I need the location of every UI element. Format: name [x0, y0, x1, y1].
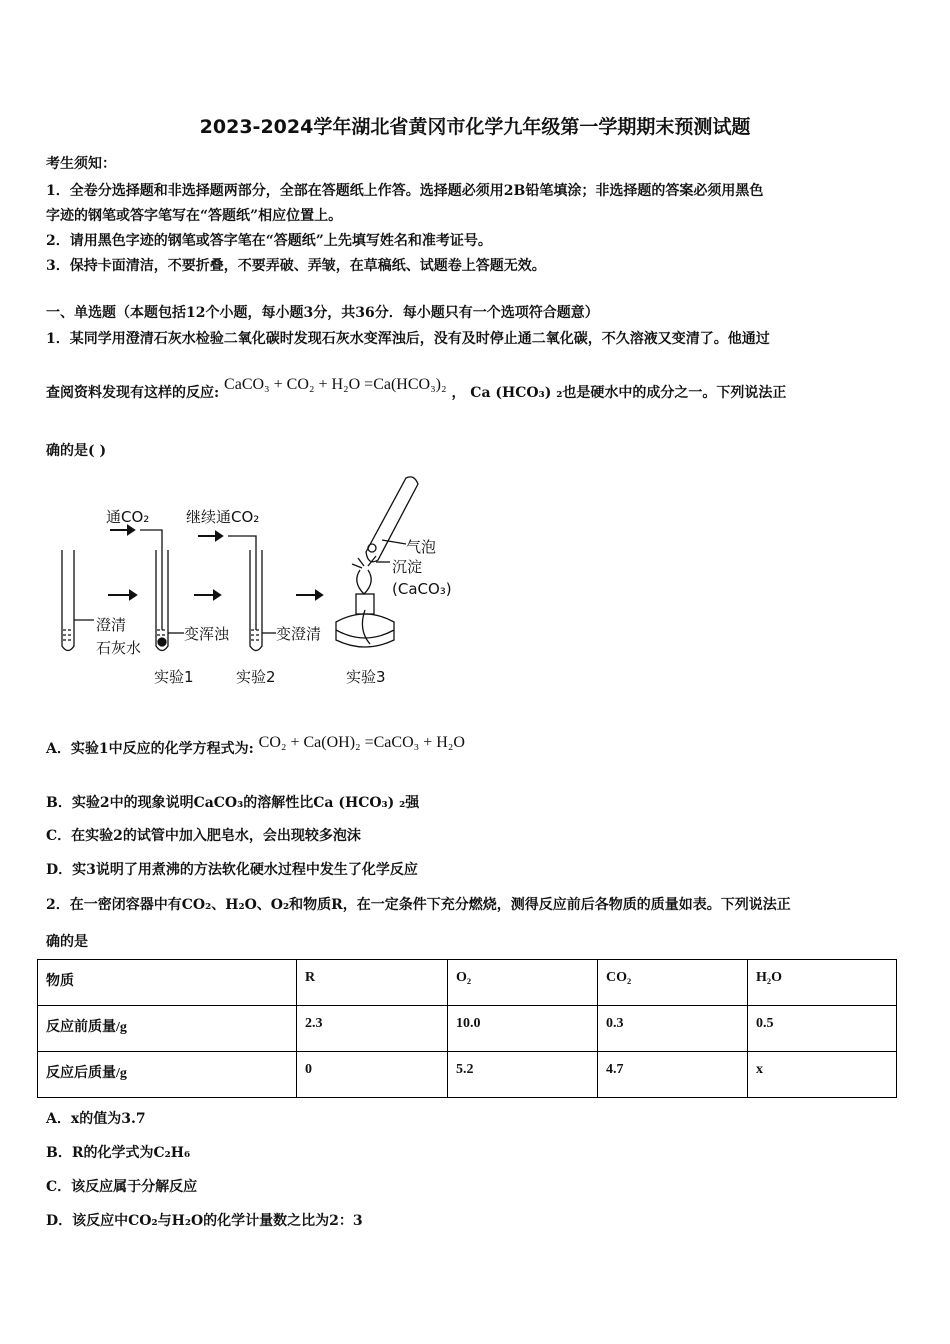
table-header-cell: O₂	[448, 960, 598, 1006]
q2-line-1: 2．在一密闭容器中有CO₂、H₂O、O₂和物质R，在一定条件下充分燃烧，测得反应前后各物质的质量如表。下列说法正	[46, 897, 791, 913]
table-cell: x	[748, 1052, 897, 1098]
table-cell: 5.2	[448, 1052, 598, 1098]
arrow-icon	[110, 526, 134, 534]
arrow-icon	[194, 591, 220, 599]
label-clearer: 变澄清	[276, 625, 322, 643]
label-continue-co2: 继续通CO₂	[186, 508, 260, 526]
q2-option-b: B．R的化学式为C₂H₆	[46, 1145, 191, 1161]
notice-heading: 考生须知：	[46, 156, 116, 172]
q1-line-2a: 查阅资料发现有这样的反应:	[46, 385, 220, 401]
q2-option-c: C．该反应属于分解反应	[46, 1179, 198, 1195]
q1-line-2b: ， Ca (HCO₃) ₂也是硬水中的成分之一。下列说法正	[451, 385, 787, 401]
label-exp-1: 实验1	[154, 668, 194, 686]
mass-table	[37, 959, 897, 1098]
arrow-icon	[108, 591, 136, 599]
label-precipitate: 沉淀	[392, 558, 423, 576]
table-cell: 反应后质量/g	[38, 1052, 297, 1098]
table-cell: 反应前质量/g	[38, 1006, 297, 1052]
notice-line-3: 3．保持卡面清洁，不要折叠，不要弄破、弄皱，在草稿纸、试题卷上答题无效。	[46, 258, 546, 274]
table-header-cell: 物质	[38, 960, 297, 1006]
q1-line-2	[46, 376, 787, 402]
q2-option-d: D．该反应中CO₂与H₂O的化学计量数之比为2：3	[46, 1213, 363, 1229]
table-cell: 0	[297, 1052, 448, 1098]
q2-option-a: A．x的值为3.7	[46, 1111, 146, 1127]
label-exp-2: 实验2	[236, 668, 276, 686]
table-cell: 0.3	[598, 1006, 748, 1052]
table-row	[38, 1006, 897, 1052]
arrow-icon	[296, 591, 322, 599]
label-clear-2: 石灰水	[96, 639, 142, 657]
page-title: 2023-2024学年湖北省黄冈市化学九年级第一学期期末预测试题	[199, 116, 751, 138]
q1-option-d: D．实3说明了用煮沸的方法软化硬水过程中发生了化学反应	[46, 862, 418, 878]
q2-line-2: 确的是	[46, 934, 88, 950]
label-exp-3: 实验3	[346, 668, 386, 686]
table-cell: 2.3	[297, 1006, 448, 1052]
label-turbid: 变浑浊	[184, 625, 230, 643]
test-tube-icon	[140, 530, 184, 651]
q1-formula: CaCO₃ + CO₂ + H₂O =Ca(HCO₃)₂	[224, 376, 447, 393]
label-caco3: (CaCO₃)	[392, 580, 452, 598]
table-cell: 10.0	[448, 1006, 598, 1052]
table-header-row	[38, 960, 897, 1006]
test-tube-icon	[62, 550, 94, 651]
table-header-cell: CO₂	[598, 960, 748, 1006]
table-cell: 0.5	[748, 1006, 897, 1052]
q1-option-b: B．实验2中的现象说明CaCO₃的溶解性比Ca (HCO₃) ₂强	[46, 795, 420, 811]
notice-line-1b: 字迹的钢笔或答字笔写在“答题纸”相应位置上。	[46, 208, 343, 224]
table-header-cell: H₂O	[748, 960, 897, 1006]
table-cell: 4.7	[598, 1052, 748, 1098]
label-clear-1: 澄清	[96, 616, 127, 634]
q1-option-a-formula: CO₂ + Ca(OH)₂ =CaCO₃ + H₂O	[258, 734, 465, 751]
table-row	[38, 1052, 897, 1098]
notice-line-1a: 1．全卷分选择题和非选择题两部分，全部在答题纸上作答。选择题必须用2B铅笔填涂；非选择题的答案必须用黑色	[46, 183, 764, 199]
label-bubble: 气泡	[406, 538, 437, 556]
q1-option-c: C．在实验2的试管中加入肥皂水，会出现较多泡沫	[46, 828, 361, 844]
arrow-icon	[198, 532, 222, 540]
label-pass-co2: 通CO₂	[106, 508, 150, 526]
q1-line-1: 1．某同学用澄清石灰水检验二氧化碳时发现石灰水变浑浊后，没有及时停止通二氧化碳，不久溶液又变清了。他通过	[46, 331, 770, 347]
experiment-figure	[46, 470, 466, 690]
test-tube-icon	[228, 536, 276, 651]
notice-line-2: 2．请用黑色字迹的钢笔或答字笔在“答题纸”上先填写姓名和准考证号。	[46, 233, 492, 249]
q1-option-a	[46, 734, 465, 758]
q1-option-a-text: A．实验1中反应的化学方程式为:	[46, 741, 254, 757]
table-header-cell: R	[297, 960, 448, 1006]
q1-line-3: 确的是( )	[46, 443, 107, 459]
section-heading: 一、单选题（本题包括12个小题，每小题3分，共36分．每小题只有一个选项符合题意）	[46, 305, 599, 321]
